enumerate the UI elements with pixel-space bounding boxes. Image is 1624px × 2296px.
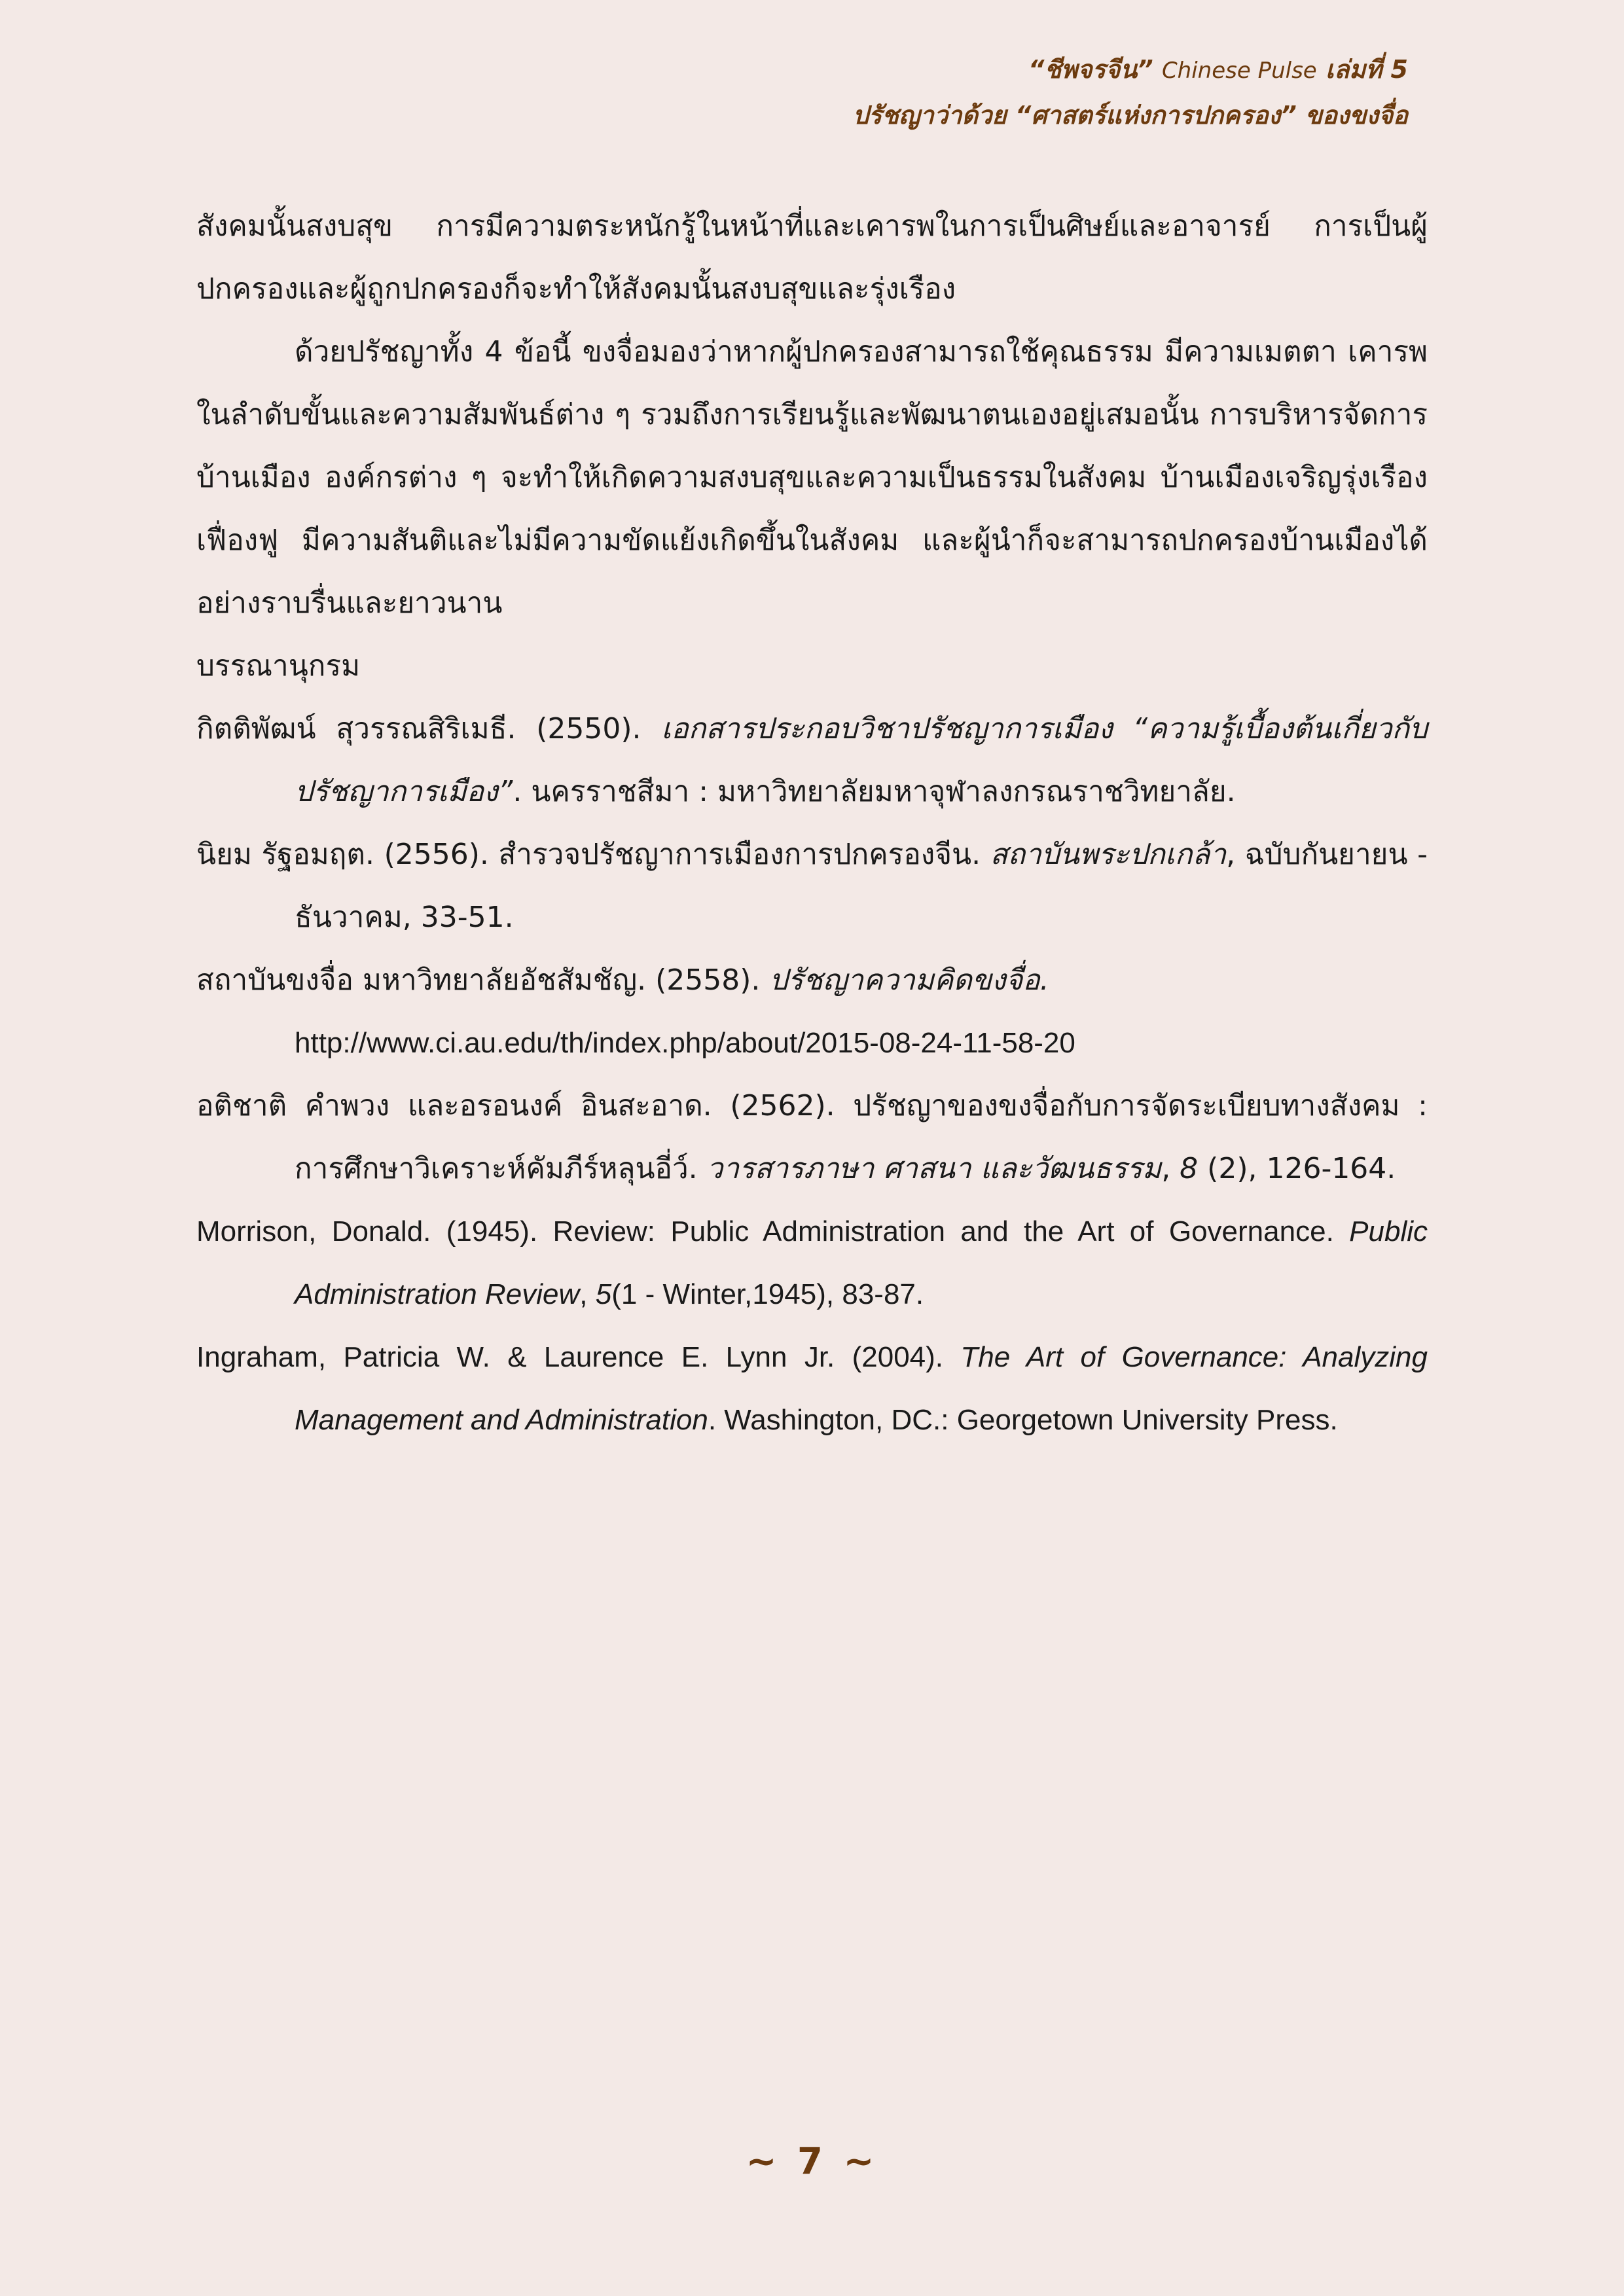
header-title-line (853, 47, 1408, 93)
reference-author: Morrison, Donald. (1945). Review: Public Administration and the Art of Governance. (196, 1215, 1350, 1247)
reference-entry (196, 1075, 1428, 1200)
reference-publisher: , ฉบับกันยายน - ธันวาคม, 33-51. (295, 838, 1428, 934)
reference-publisher: . นครราชสีมา : มหาวิทยาลัยมหาจุฬาลงกรณราชวิทยาลัย. (513, 775, 1236, 808)
journal-thai-title: “ชีพจรจีน” (1028, 55, 1153, 84)
article-title: ปรัชญาว่าด้วย “ศาสตร์แห่งการปกครอง” ของขงจื่อ (852, 101, 1408, 130)
body-paragraph: ด้วยปรัชญาทั้ง 4 ข้อนี้ ขงจื่อมองว่าหากผู้ปกครองสามารถใช้คุณธรรม มีความเมตตา เคารพในลำดับขั้นและความสัมพันธ์ต่าง ๆ รวมถึงการเรียนรู้และพัฒนาตนเองอยู่เสมอนั้น การบริหารจัดการบ้านเมือง องค์กรต่าง ๆ จะทำให้เกิดความสงบสุขและความเป็นธรรมในสังคม บ้านเมืองเจริญรุ่งเรืองเฟื่องฟู มีความสันติและไม่มีความขัดแย้งเกิดขึ้นในสังคม และผู้นำก็จะสามารถปกครองบ้านเมืองได้อย่างราบรื่นและยาวนาน (196, 335, 1428, 620)
reference-author: นิยม รัฐอมฤต. (2556). สำรวจปรัชญาการเมืองการปกครองจีน. (196, 838, 990, 871)
reference-title: วารสารภาษา ศาสนา และวัฒนธรรม (706, 1152, 1162, 1185)
page-body (196, 195, 1428, 1452)
reference-entry (196, 1200, 1428, 1326)
reference-author: อติชาติ คำพวง และอรอนงค์ อินสะอาด. (2562). ปรัชญาของขงจื่อกับการจัดระเบียบทางสังคม : การศึกษาวิเคราะห์คัมภีร์หลุนอี่ว์. (196, 1089, 1428, 1185)
reference-title: สถาบันพระปกเกล้า (990, 838, 1227, 871)
reference-title: The Art of Governance: Analyzing Management and Administration (295, 1341, 1428, 1436)
bibliography-heading: บรรณานุกรม (196, 649, 361, 683)
reference-separator: , (1161, 1152, 1180, 1185)
reference-author: กิตติพัฒน์ สุวรรณสิริเมธี. (2550). (196, 712, 662, 745)
reference-pages: (1 - Winter,1945), 83-87. (611, 1278, 924, 1310)
reference-volume: 8 (1180, 1152, 1199, 1185)
reference-title: Public Administration Review (295, 1215, 1428, 1310)
reference-entry (196, 1326, 1428, 1452)
reference-pages: (2), 126-164. (1198, 1152, 1396, 1185)
journal-volume: เล่มที่ 5 (1325, 55, 1408, 84)
reference-entry (196, 823, 1428, 949)
reference-entry (196, 698, 1428, 823)
reference-title: ปรัชญาความคิดขงจื่อ. (769, 963, 1049, 997)
page-number: ~ 7 ~ (746, 2140, 878, 2183)
reference-url: http://www.ci.au.edu/th/index.php/about/2015-08-24-11-58-20 (295, 1027, 1075, 1059)
body-paragraph: สังคมนั้นสงบสุข การมีความตระหนักรู้ในหน้าที่และเคารพในการเป็นศิษย์และอาจารย์ การเป็นผู้ปกครองและผู้ถูกปกครองก็จะทำให้สังคมนั้นสงบสุขและรุ่งเรือง (196, 209, 1428, 306)
reference-entry (196, 949, 1428, 1075)
running-header (853, 47, 1408, 137)
reference-author: Ingraham, Patricia W. & Laurence E. Lynn Jr. (2004). (196, 1341, 961, 1373)
reference-title: เอกสารประกอบวิชาปรัชญาการเมือง “ความรู้เบื้องต้นเกี่ยวกับปรัชญาการเมือง” (295, 712, 1428, 808)
reference-volume: 5 (595, 1278, 612, 1310)
reference-author: สถาบันขงจื่อ มหาวิทยาลัยอัชสัมชัญ. (2558). (196, 963, 770, 997)
journal-english-title: Chinese Pulse (1161, 58, 1317, 84)
reference-publisher: . Washington, DC.: Georgetown University Press. (708, 1404, 1338, 1436)
reference-separator: , (579, 1278, 596, 1310)
